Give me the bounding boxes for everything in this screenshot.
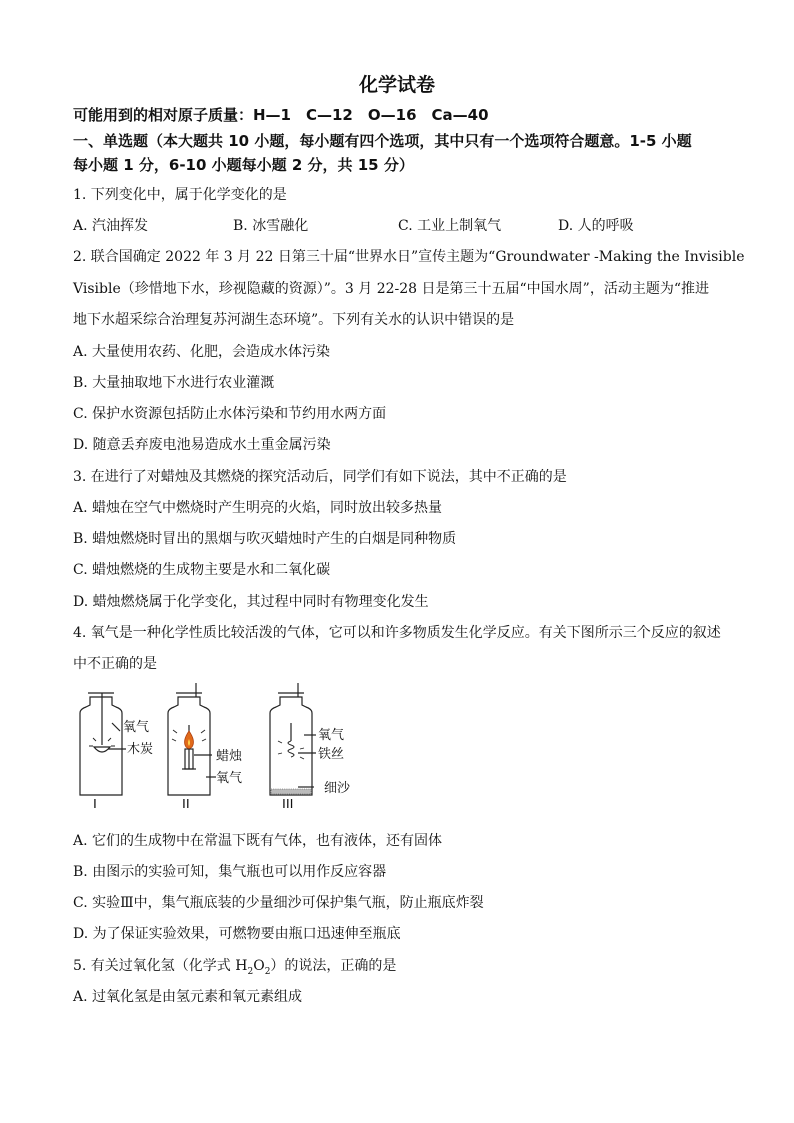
q2-option-b: B. 大量抽取地下水进行农业灌溉 (73, 375, 275, 391)
b3-label-sand: 细沙 (324, 781, 351, 796)
q2-line3: 地下水超采综合治理复苏河湖生态环境”。下列有关水的认识中错误的是 (73, 312, 515, 328)
q3-option-d: D. 蜡烛燃烧属于化学变化，其过程中同时有物理变化发生 (73, 594, 429, 610)
b1-label-oxygen: 氧气 (123, 720, 150, 735)
bottle-1 (80, 693, 126, 795)
q5-stem-mid: O (253, 958, 265, 974)
q5-stem (73, 955, 396, 977)
bottle-3 (270, 683, 316, 795)
q1-option-b: B. 冰雪融化 (233, 218, 309, 234)
q4-line1: 4. 氧气是一种化学性质比较活泼的气体，它可以和许多物质发生化学反应。有关下图所示三个反应的叙述 (73, 625, 721, 641)
q5-sub-1: 2 (247, 966, 254, 977)
b1-label-charcoal: 木炭 (127, 742, 154, 757)
q4-option-a: A. 它们的生成物中在常温下既有气体，也有液体，还有固体 (73, 833, 443, 849)
q4-option-b: B. 由图示的实验可知，集气瓶也可以用作反应容器 (73, 864, 387, 880)
q3-stem: 3. 在进行了对蜡烛及其燃烧的探究活动后，同学们有如下说法，其中不正确的是 (73, 469, 567, 485)
q4-line2: 中不正确的是 (73, 656, 157, 672)
page-title: 化学试卷 (358, 74, 435, 96)
q2-option-c: C. 保护水资源包括防止水体污染和节约用水两方面 (73, 406, 387, 422)
section-heading-line2: 每小题 1 分，6-10 小题每小题 2 分，共 15 分） (73, 156, 414, 174)
q1-option-a: A. 汽油挥发 (73, 218, 149, 234)
combustion-figure (66, 683, 366, 808)
q5-option-a: A. 过氧化氢是由氢元素和氧元素组成 (73, 989, 303, 1005)
q2-line2: Visible（珍惜地下水，珍视隐藏的资源）”。3 月 22-28 日是第三十五届“中国水周”，活动主题为“推进 (73, 281, 709, 297)
b2-label-candle: 蜡烛 (216, 749, 243, 764)
q3-option-b: B. 蜡烛燃烧时冒出的黑烟与吹灭蜡烛时产生的白烟是同种物质 (73, 531, 457, 547)
b3-label-oxygen: 氧气 (318, 728, 345, 743)
q5-stem-pre: 5. 有关过氧化氢（化学式 H (73, 958, 248, 974)
q2-option-d: D. 随意丢弃废电池易造成水土重金属污染 (73, 437, 331, 453)
q3-option-c: C. 蜡烛燃烧的生成物主要是水和二氧化碳 (73, 562, 331, 578)
sand-layer (271, 789, 311, 794)
q2-option-a: A. 大量使用农药、化肥，会造成水体污染 (73, 344, 331, 360)
b2-label-oxygen: 氧气 (216, 771, 243, 786)
section-heading-line1: 一、单选题（本大题共 10 小题，每小题有四个选项，其中只有一个选项符合题意。1-5 小题 (73, 132, 692, 150)
b3-label-iron-wire: 铁丝 (318, 747, 345, 762)
b2-number: II (182, 798, 190, 808)
b1-number: I (93, 798, 97, 808)
q2-line1: 2. 联合国确定 2022 年 3 月 22 日第三十届“世界水日”宣传主题为“Groundwater -Making the Invisible (73, 249, 745, 265)
q3-option-a: A. 蜡烛在空气中燃烧时产生明亮的火焰，同时放出较多热量 (73, 500, 443, 516)
q1-option-d: D. 人的呼吸 (558, 218, 634, 234)
q5-stem-post: ）的说法，正确的是 (270, 958, 397, 974)
q1-option-c: C. 工业上制氧气 (398, 218, 502, 234)
q5-sub-2: 2 (264, 966, 271, 977)
q4-option-d: D. 为了保证实验效果，可燃物要由瓶口迅速伸至瓶底 (73, 926, 401, 942)
b3-number: III (282, 798, 294, 808)
atomic-masses: 可能用到的相对原子质量：H—1 C—12 O—16 Ca—40 (73, 106, 489, 124)
q1-stem: 1. 下列变化中，属于化学变化的是 (73, 187, 287, 203)
q4-option-c: C. 实验Ⅲ中，集气瓶底装的少量细沙可保护集气瓶，防止瓶底炸裂 (73, 895, 484, 911)
